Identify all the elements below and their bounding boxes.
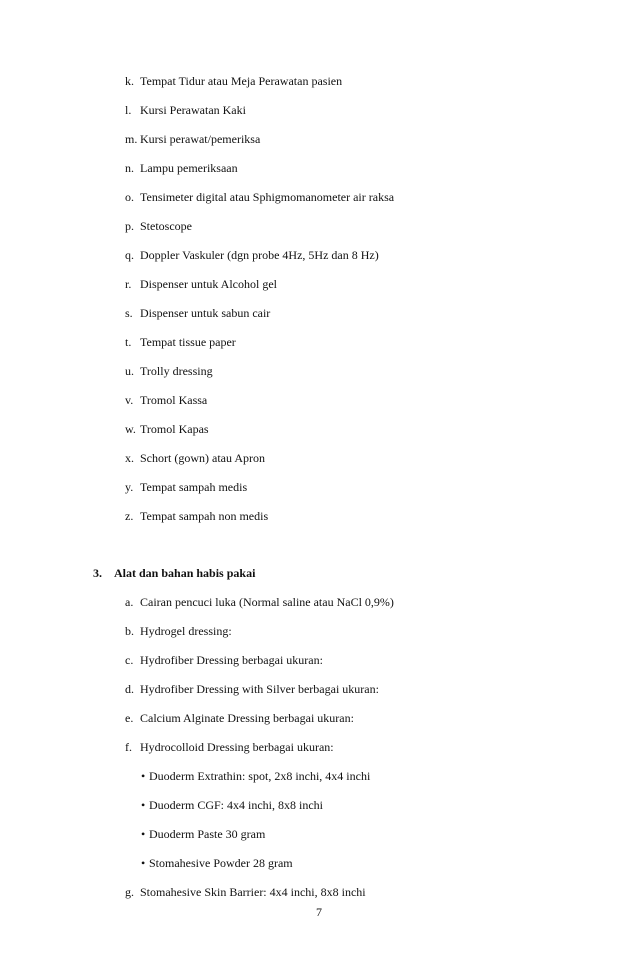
list-item: [125, 248, 379, 262]
list-item-text: Doppler Vaskuler (dgn probe 4Hz, 5Hz dan 8 Hz): [140, 248, 379, 262]
list-marker: u.: [125, 364, 134, 378]
list-marker: r.: [125, 277, 132, 291]
bullet-text: Duoderm Extrathin: spot, 2x8 inchi, 4x4 inchi: [149, 769, 371, 783]
list-item-text: Tempat sampah medis: [140, 480, 248, 494]
section-heading: [93, 566, 255, 580]
list-item-text: Tempat tissue paper: [140, 335, 236, 349]
bullet-item: [141, 856, 293, 870]
list-item-text: Trolly dressing: [140, 364, 213, 378]
bullet-item: [141, 827, 265, 841]
list-item: [125, 277, 277, 291]
list-item: [125, 480, 247, 494]
bullet-item: [141, 798, 323, 812]
list-marker: n.: [125, 161, 134, 175]
list-item: [125, 103, 246, 117]
list-item: [125, 132, 260, 146]
list-item: [125, 393, 207, 407]
bullet-item: [141, 769, 370, 783]
list-item-text: Stetoscope: [140, 219, 192, 233]
section-number: 3.: [93, 566, 102, 580]
list-item: [125, 306, 270, 320]
list-item-text: Kursi perawat/pemeriksa: [140, 132, 261, 146]
bullet-icon: •: [141, 827, 146, 841]
list-marker: e.: [125, 711, 134, 725]
list-marker: q.: [125, 248, 134, 262]
section-title: Alat dan bahan habis pakai: [114, 566, 256, 580]
list-item-text: Tromol Kassa: [140, 393, 208, 407]
list-marker: l.: [125, 103, 132, 117]
list-item-text: Kursi Perawatan Kaki: [140, 103, 246, 117]
list-marker: o.: [125, 190, 134, 204]
list-item-text: Dispenser untuk sabun cair: [140, 306, 271, 320]
list-item-text: Tromol Kapas: [140, 422, 209, 436]
list-marker: v.: [125, 393, 134, 407]
list-marker: s.: [125, 306, 133, 320]
list-item: [125, 335, 236, 349]
list-marker: f.: [125, 740, 132, 754]
list-item: [125, 509, 268, 523]
list-item: [125, 624, 232, 638]
list-item-text: Cairan pencuci luka (Normal saline atau NaCl 0,9%): [140, 595, 394, 609]
list-marker: b.: [125, 624, 134, 638]
list-marker: m.: [125, 132, 138, 146]
list-item: [125, 885, 366, 899]
list-marker: c.: [125, 653, 134, 667]
list-item: [125, 711, 354, 725]
list-marker: k.: [125, 74, 134, 88]
list-marker: x.: [125, 451, 134, 465]
list-item-text: Hydrofiber Dressing berbagai ukuran:: [140, 653, 323, 667]
list-item: [125, 451, 265, 465]
list-item: [125, 740, 334, 754]
list-item-text: Calcium Alginate Dressing berbagai ukuran:: [140, 711, 354, 725]
list-item: [125, 653, 323, 667]
bullet-text: Duoderm CGF: 4x4 inchi, 8x8 inchi: [149, 798, 323, 812]
list-item-text: Hydrocolloid Dressing berbagai ukuran:: [140, 740, 334, 754]
list-marker: z.: [125, 509, 134, 523]
list-marker: a.: [125, 595, 134, 609]
list-marker: p.: [125, 219, 134, 233]
list-item: [125, 74, 342, 88]
page-number: 7: [316, 905, 322, 919]
list-marker: y.: [125, 480, 134, 494]
list-item-text: Tempat sampah non medis: [140, 509, 269, 523]
list-marker: t.: [125, 335, 132, 349]
list-item: [125, 595, 394, 609]
list-item: [125, 161, 238, 175]
list-item-text: Hydrogel dressing:: [140, 624, 232, 638]
list-item-text: Tensimeter digital atau Sphigmomanometer air raksa: [140, 190, 395, 204]
list-item: [125, 190, 394, 204]
list-item-text: Stomahesive Skin Barrier: 4x4 inchi, 8x8 inchi: [140, 885, 366, 899]
list-item: [125, 422, 209, 436]
list-marker: w.: [125, 422, 136, 436]
list-marker: g.: [125, 885, 134, 899]
bullet-text: Stomahesive Powder 28 gram: [149, 856, 293, 870]
list-item: [125, 364, 213, 378]
bullet-icon: •: [141, 856, 146, 870]
bullet-text: Duoderm Paste 30 gram: [149, 827, 266, 841]
list-item-text: Tempat Tidur atau Meja Perawatan pasien: [140, 74, 343, 88]
bullet-icon: •: [141, 769, 146, 783]
list-item: [125, 219, 192, 233]
bullet-icon: •: [141, 798, 146, 812]
list-item-text: Schort (gown) atau Apron: [140, 451, 265, 465]
list-marker: d.: [125, 682, 134, 696]
list-item: [125, 682, 379, 696]
list-item-text: Hydrofiber Dressing with Silver berbagai ukuran:: [140, 682, 379, 696]
list-item-text: Lampu pemeriksaan: [140, 161, 238, 175]
list-item-text: Dispenser untuk Alcohol gel: [140, 277, 277, 291]
